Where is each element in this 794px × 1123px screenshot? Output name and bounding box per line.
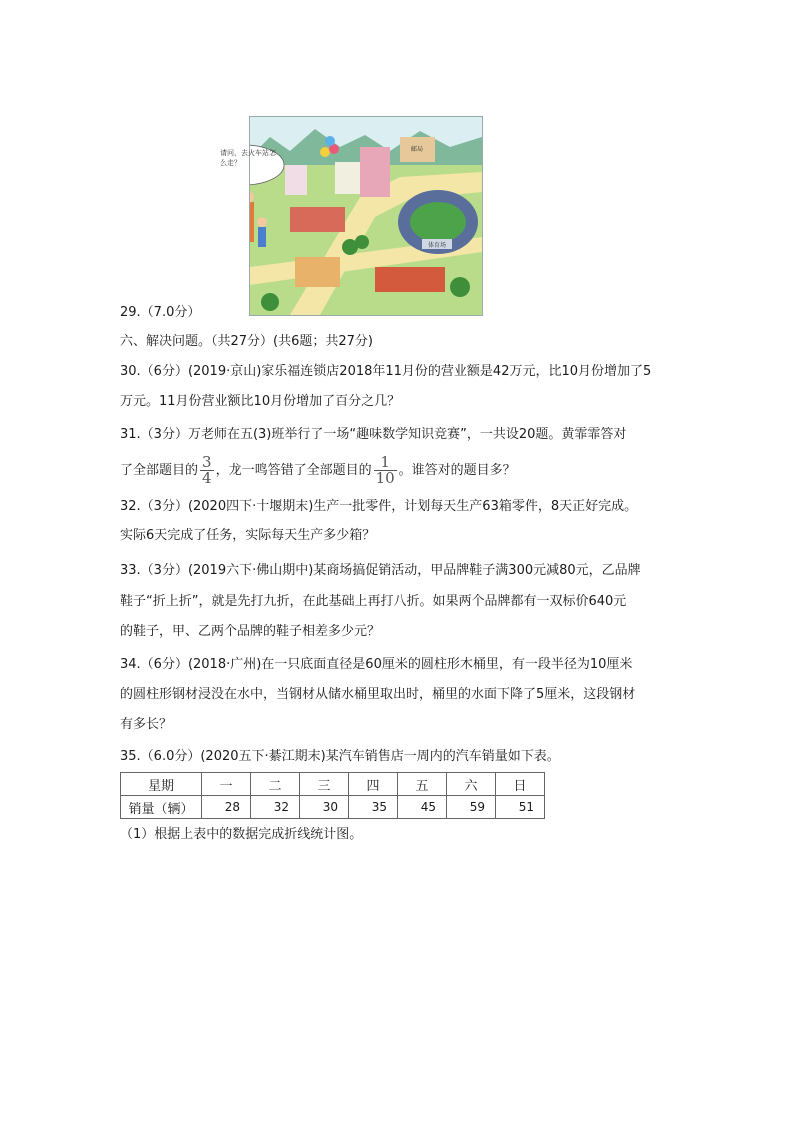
town-map-image <box>250 117 482 315</box>
section-6-heading: 六、解决问题。（共27分）(共6题；共27分) <box>120 334 373 349</box>
fraction-three-quarters <box>200 455 214 486</box>
table-header-row <box>121 773 545 796</box>
question-33-line-2: 鞋子“折上折”，就是先打九折，在此基础上再打八折。如果两个品牌都有一双标价640元 <box>120 594 627 609</box>
fraction-2-numerator: 1 <box>380 453 390 471</box>
question-33-line-3: 的鞋子，甲、乙两个品牌的鞋子相差多少元？ <box>120 624 381 639</box>
question-34-line-2: 的圆柱形钢材浸没在水中，当钢材从储水桶里取出时，桶里的水面下降了5厘米，这段钢材 <box>120 687 636 702</box>
question-31-text-c: 。谁答对的题目多？ <box>398 463 516 478</box>
question-31-line-1: 31.（3分）万老师在五(3)班举行了一场“趣味数学知识竞赛”，一共设20题。黄霏霏答对 <box>120 427 627 442</box>
table-value-cell: 28 <box>202 796 251 819</box>
table-day-cell: 一 <box>202 773 251 796</box>
question-33-line-1: 33.（3分）(2019六下·佛山期中)某商场搞促销活动，甲品牌鞋子满300元减80元，乙品牌 <box>120 563 641 578</box>
question-32-line-1: 32.（3分）(2020四下·十堰期末)生产一批零件，计划每天生产63箱零件，8天正好完成。 <box>120 499 638 514</box>
speech-bubble-text: 请问，去火车站怎么走？ <box>220 149 276 167</box>
table-day-cell: 日 <box>496 773 545 796</box>
question-34-line-3: 有多长？ <box>120 717 173 732</box>
question-31-text-a: 了全部题目的 <box>120 463 199 478</box>
table-day-cell: 二 <box>251 773 300 796</box>
table-value-cell: 45 <box>398 796 447 819</box>
table-day-cell: 六 <box>447 773 496 796</box>
stadium-sign: 体育场 <box>427 242 447 249</box>
table-header-label: 星期 <box>121 773 202 796</box>
table-value-cell: 35 <box>349 796 398 819</box>
table-value-label: 销量（辆） <box>121 796 202 819</box>
question-31-line-2 <box>120 453 516 489</box>
question-35-subquestion-1: （1）根据上表中的数据完成折线统计图。 <box>120 827 363 842</box>
table-value-cell: 51 <box>496 796 545 819</box>
table-value-cell: 32 <box>251 796 300 819</box>
fraction-2-denominator: 10 <box>375 469 395 487</box>
question-31-text-b: ，龙一鸣答错了全部题目的 <box>215 463 372 478</box>
table-values-row <box>121 796 545 819</box>
map-illustration <box>249 116 483 316</box>
question-35-line-1: 35.（6.0分）(2020五下·綦江期末)某汽车销售店一周内的汽车销量如下表。 <box>120 749 560 764</box>
question-32-line-2: 实际6天完成了任务，实际每天生产多少箱？ <box>120 528 376 543</box>
building-sign: 邮局 <box>410 146 424 153</box>
fraction-1-numerator: 3 <box>202 453 212 471</box>
sales-table <box>120 772 545 819</box>
question-30-line-2: 万元。11月份营业额比10月份增加了百分之几？ <box>120 394 401 409</box>
table-day-cell: 四 <box>349 773 398 796</box>
question-29-label: 29.（7.0分） <box>120 305 201 320</box>
fraction-1-denominator: 4 <box>202 469 212 487</box>
table-value-cell: 30 <box>300 796 349 819</box>
question-30-line-1: 30.（6分）(2019·京山)家乐福连锁店2018年11月份的营业额是42万元，比10月份增加了5 <box>120 364 652 379</box>
table-value-cell: 59 <box>447 796 496 819</box>
question-34-line-1: 34.（6分）(2018·广州)在一只底面直径是60厘米的圆柱形木桶里，有一段半径为10厘米 <box>120 657 633 672</box>
table-day-cell: 三 <box>300 773 349 796</box>
fraction-one-tenth <box>374 455 397 486</box>
table-day-cell: 五 <box>398 773 447 796</box>
